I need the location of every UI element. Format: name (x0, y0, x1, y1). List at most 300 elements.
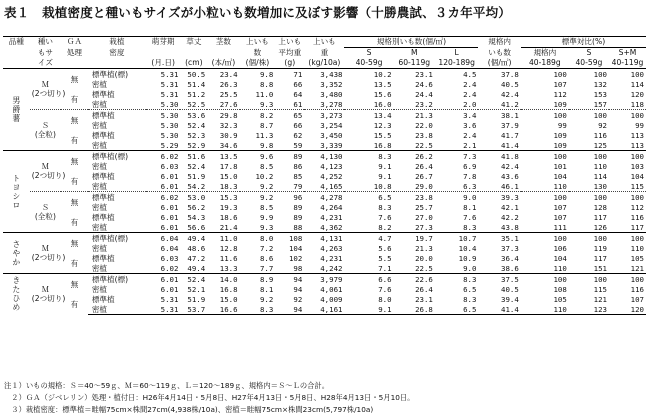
header-cell-size-counts: 規格別いも数(個/㎡) (344, 37, 478, 48)
table-row (3, 192, 646, 203)
value-cell: 86 (293, 161, 303, 171)
ga-cell: 有 (70, 217, 79, 227)
ga-cell: 有 (70, 258, 79, 268)
value-cell: 6.03 (160, 161, 179, 171)
value-cell: 116 (630, 212, 644, 222)
data-table (3, 36, 646, 315)
value-cell: 107 (553, 79, 567, 89)
value-cell: 3,438 (304, 69, 344, 80)
value-cell: 120 (609, 304, 646, 315)
table-row (3, 89, 646, 99)
value-cell: 12.8 (219, 243, 238, 253)
value-cell: 52.1 (187, 284, 206, 294)
value-cell: 4,061 (320, 284, 343, 294)
value-cell: 61 (293, 99, 303, 109)
value-cell: 5.5 (378, 253, 392, 263)
header-cell: 40-59g (569, 58, 609, 69)
value-cell: 100 (569, 233, 609, 244)
value-cell: 100 (609, 110, 646, 121)
value-cell: 4,123 (320, 161, 343, 171)
table-row (3, 304, 646, 315)
value-cell: 9.2 (259, 181, 274, 191)
value-cell: 8.3 (240, 304, 276, 315)
value-cell: 37.8 (478, 69, 520, 80)
value-cell: 7.2 (259, 243, 274, 253)
value-cell: 23.8 (394, 192, 435, 203)
value-cell: 99 (635, 120, 644, 130)
table-row (3, 222, 646, 233)
value-cell: 34.6 (219, 140, 238, 150)
value-cell: 15.3 (207, 192, 239, 203)
table-row (3, 294, 646, 304)
header-cell: 重 (320, 47, 329, 57)
value-cell: 4,165 (320, 181, 343, 191)
value-cell: 53.7 (180, 304, 207, 315)
value-cell: 49.4 (180, 233, 207, 244)
value-cell: 94 (275, 274, 304, 285)
value-cell: 109 (553, 140, 567, 150)
header-cell: (g) (275, 58, 304, 69)
header-cell: M (410, 48, 418, 57)
value-cell: 128 (593, 202, 607, 212)
header-cell: 茎数 (207, 37, 239, 48)
value-cell: 62 (293, 130, 303, 140)
value-cell: 4,231 (320, 212, 343, 222)
seed-size-label: Ｓ (41, 121, 50, 130)
value-cell: 26.3 (219, 79, 238, 89)
value-cell: 54.3 (187, 212, 206, 222)
value-cell: 4,161 (304, 304, 344, 315)
value-cell: 11.3 (255, 130, 274, 140)
value-cell: 100 (521, 192, 569, 203)
table-row (3, 110, 646, 121)
density-cell: 標準植(標) (88, 233, 146, 244)
value-cell: 5.31 (146, 69, 181, 80)
table-row (3, 79, 646, 89)
header-cell: 規格内 (533, 48, 557, 57)
density-cell: 密植 (91, 99, 107, 109)
table-row (3, 140, 646, 151)
value-cell: 5.30 (160, 120, 179, 130)
density-cell: 密植 (91, 263, 107, 273)
value-cell: 13.5 (373, 79, 392, 89)
value-cell: 5.31 (160, 294, 179, 304)
value-cell: 118 (630, 99, 644, 109)
value-cell: 48.6 (187, 243, 206, 253)
value-cell: 3,352 (320, 79, 343, 89)
header-cell: 栽植 (88, 37, 146, 48)
value-cell: 7.6 (378, 212, 392, 222)
header-cell: S (366, 48, 372, 57)
value-cell: 8.5 (259, 202, 274, 212)
table-row (3, 284, 646, 294)
value-cell: 6.5 (463, 284, 477, 294)
value-cell: 6.04 (146, 233, 181, 244)
value-cell: 5.29 (160, 140, 179, 150)
value-cell: 3,450 (320, 130, 343, 140)
value-cell: 13.4 (344, 110, 393, 121)
value-cell: 89 (293, 202, 303, 212)
table-row (3, 212, 646, 222)
value-cell: 17.8 (219, 161, 238, 171)
value-cell: 16.6 (207, 304, 239, 315)
value-cell: 108 (275, 233, 304, 244)
value-cell: 5.31 (160, 89, 179, 99)
table-row (3, 253, 646, 263)
value-cell: 100 (609, 274, 646, 285)
value-cell: 11.0 (255, 89, 274, 99)
value-cell: 123 (569, 304, 609, 315)
header-cell-ratio: 標準対比(%) (521, 37, 646, 48)
value-cell: 4,252 (320, 171, 343, 181)
value-cell: 22.0 (415, 120, 433, 130)
value-cell: 10.2 (255, 171, 274, 181)
value-cell: 115 (630, 181, 644, 191)
value-cell: 52.4 (187, 120, 206, 130)
value-cell: 64 (293, 89, 303, 99)
value-cell: 8.1 (463, 202, 477, 212)
header-cell: 処理 (66, 47, 83, 57)
value-cell: 4,231 (320, 253, 343, 263)
value-cell: 51.2 (187, 89, 206, 99)
value-cell: 104 (288, 243, 303, 253)
value-cell: 10.7 (435, 233, 479, 244)
value-cell: 116 (593, 130, 607, 140)
value-cell: 2.4 (463, 89, 477, 99)
value-cell: 36.4 (501, 253, 519, 263)
value-cell: 8.3 (435, 274, 479, 285)
value-cell: 13.5 (207, 151, 239, 162)
value-cell: 21.4 (219, 222, 238, 232)
value-cell: 52.3 (187, 130, 206, 140)
value-cell: 53.6 (180, 110, 207, 121)
value-cell: 9.9 (259, 212, 274, 222)
value-cell: 37.3 (501, 243, 519, 253)
value-cell: 89 (293, 212, 303, 222)
value-cell: 100 (521, 69, 569, 80)
value-cell: 4,362 (320, 222, 343, 232)
value-cell: 38.1 (478, 110, 520, 121)
value-cell: 7.8 (463, 171, 477, 181)
density-cell: 標準植(標) (88, 69, 146, 80)
header-cell: いも数 (488, 47, 512, 57)
density-cell: 密植 (91, 202, 107, 212)
header-cell: 種い (30, 37, 61, 48)
value-cell: 39.3 (478, 192, 520, 203)
value-cell: 100 (569, 274, 609, 285)
value-cell: 6.5 (435, 304, 479, 315)
value-cell: 121 (630, 263, 644, 273)
value-cell: 110 (553, 181, 567, 191)
table-row (3, 161, 646, 171)
value-cell: 105 (553, 294, 567, 304)
value-cell: 108 (553, 284, 567, 294)
value-cell: 3,480 (320, 89, 343, 99)
value-cell: 10.4 (458, 243, 477, 253)
density-cell: 標準植 (88, 192, 146, 203)
value-cell: 8.6 (259, 253, 274, 263)
value-cell: 3,254 (320, 120, 343, 130)
seed-size-cell (30, 69, 66, 110)
value-cell: 52.5 (187, 99, 206, 109)
value-cell: 42.1 (501, 202, 519, 212)
value-cell: 20.0 (415, 253, 433, 263)
value-cell: 27.3 (415, 222, 433, 232)
density-cell: 標準植 (91, 130, 115, 140)
value-cell: 115 (593, 284, 607, 294)
value-cell: 107 (553, 212, 567, 222)
value-cell: 110 (630, 243, 644, 253)
value-cell: 18.3 (219, 181, 238, 191)
value-cell: 116 (630, 284, 644, 294)
value-cell: 5.30 (146, 110, 181, 121)
value-cell: 11.6 (219, 253, 238, 263)
value-cell: 9.3 (259, 99, 274, 109)
value-cell: 24.4 (415, 89, 433, 99)
value-cell: 22.5 (415, 263, 433, 273)
header-cell: 40-189g (521, 58, 569, 69)
value-cell: 30.9 (219, 130, 238, 140)
density-cell: 密植 (91, 79, 107, 89)
value-cell: 6.02 (146, 192, 181, 203)
value-cell: 6.6 (344, 274, 393, 285)
header-cell: (本/㎡) (207, 58, 239, 69)
value-cell: 107 (553, 202, 567, 212)
value-cell: 102 (288, 253, 303, 263)
value-cell: 121 (593, 294, 607, 304)
ga-cell: 有 (70, 135, 79, 145)
variety-cell: きたひめ (3, 274, 30, 315)
value-cell: 14.0 (207, 274, 239, 285)
value-cell: 92 (293, 294, 303, 304)
value-cell: 79 (293, 181, 303, 191)
value-cell: 27.6 (219, 99, 238, 109)
value-cell: 99 (557, 120, 567, 130)
value-cell: 3,339 (320, 140, 343, 150)
ga-cell: 無 (61, 233, 88, 254)
value-cell: 119 (593, 243, 607, 253)
value-cell: 110 (593, 161, 607, 171)
density-cell: 標準植 (88, 110, 146, 121)
table-row (3, 99, 646, 110)
value-cell: 37.5 (478, 274, 520, 285)
header-cell: 上いも (275, 37, 304, 48)
value-cell: 41.2 (501, 99, 519, 109)
value-cell: 3,979 (304, 274, 344, 285)
value-cell: 5.6 (378, 243, 392, 253)
value-cell: 100 (521, 151, 569, 162)
value-cell: 105 (630, 253, 644, 263)
value-cell: 46.1 (501, 181, 519, 191)
value-cell: 104 (553, 253, 567, 263)
value-cell: 11.0 (207, 233, 239, 244)
value-cell: 4,263 (320, 243, 343, 253)
header-cell: (月.日) (146, 58, 181, 69)
density-cell: 密植 (88, 304, 146, 315)
value-cell: 107 (630, 294, 644, 304)
variety-cell: 男爵薯 (3, 69, 30, 151)
value-cell: 15.0 (219, 171, 238, 181)
value-cell: 94 (293, 284, 303, 294)
header-cell: 40-119g (609, 58, 646, 69)
value-cell: 9.3 (259, 222, 274, 232)
header-cell: 品種 (3, 37, 30, 48)
value-cell: 100 (609, 192, 646, 203)
ga-cell: 有 (70, 176, 79, 186)
value-cell: 100 (521, 233, 569, 244)
seed-size-label: Ｍ (41, 285, 50, 295)
value-cell: 8.3 (378, 202, 392, 212)
header-cell: (個/㎡) (478, 58, 520, 69)
value-cell: 100 (609, 151, 646, 162)
value-cell: 126 (593, 222, 607, 232)
value-cell: 8.8 (259, 79, 274, 89)
value-cell: 38.6 (501, 263, 519, 273)
value-cell: 12.3 (373, 120, 392, 130)
value-cell: 3,278 (320, 99, 343, 109)
value-cell: 41.4 (501, 140, 519, 150)
header-cell: イズ (30, 58, 61, 69)
seed-size-label: Ｓ (41, 203, 50, 212)
value-cell: 26.8 (394, 304, 435, 315)
value-cell: 8.5 (259, 161, 274, 171)
value-cell: 51.6 (180, 151, 207, 162)
value-cell: 26.2 (394, 151, 435, 162)
value-cell: 151 (593, 263, 607, 273)
value-cell: 6.04 (160, 243, 179, 253)
density-cell: 標準植(標) (88, 151, 146, 162)
header-cell: 60-119g (394, 58, 435, 69)
header-cell: もサ (37, 47, 53, 57)
value-cell: 8.2 (240, 110, 276, 121)
value-cell: 6.5 (344, 192, 393, 203)
value-cell: 6.9 (463, 161, 477, 171)
value-cell: 6.01 (160, 284, 179, 294)
value-cell: 85 (293, 171, 303, 181)
value-cell: 42.2 (501, 212, 519, 222)
header-cell: (個/株) (240, 58, 276, 69)
seed-size-note: (全粒) (34, 212, 56, 221)
footnote-2: ２）ＧＡ（ジベレリン）処理・植付日：H26年4月14日・5月8日、H27年4月13日・5月8日、H28年4月13日・5月10日。 (4, 393, 415, 402)
table-row (3, 202, 646, 212)
header-cell: 草丈 (180, 37, 207, 48)
value-cell: 26.7 (415, 171, 433, 181)
footnote-3: ３）栽植密度：標準植＝畦幅75cm×株間27cm(4,938株/10a)、密植＝畦幅75cm×株間23cm(5,797株/10a) (4, 405, 374, 414)
value-cell: 2.0 (463, 99, 477, 109)
value-cell: 120 (630, 89, 644, 99)
value-cell: 2.4 (463, 130, 477, 140)
value-cell: 16.8 (373, 140, 392, 150)
value-cell: 9.6 (240, 151, 276, 162)
value-cell: 3.4 (435, 110, 479, 121)
density-cell: 密植 (91, 222, 107, 232)
value-cell: 103 (630, 161, 644, 171)
value-cell: 10.2 (344, 69, 393, 80)
value-cell: 29.0 (415, 181, 433, 191)
value-cell: 9.2 (259, 294, 274, 304)
value-cell: 100 (569, 151, 609, 162)
density-cell: 密植 (91, 140, 107, 150)
value-cell: 66 (293, 79, 303, 89)
header-cell: 40-59g (344, 58, 393, 69)
ga-cell: 無 (61, 69, 88, 90)
value-cell: 25.7 (415, 202, 433, 212)
value-cell: 6.01 (160, 202, 179, 212)
value-cell: 26.4 (415, 284, 433, 294)
value-cell: 6.01 (160, 222, 179, 232)
value-cell: 66 (293, 120, 303, 130)
value-cell: 8.3 (463, 222, 477, 232)
density-cell: 密植 (91, 284, 107, 294)
value-cell: 40.5 (501, 284, 519, 294)
value-cell: 113 (630, 140, 644, 150)
table-header (3, 37, 646, 69)
value-cell: 2.1 (463, 140, 477, 150)
footnote-1: 注１）いもの規格：Ｓ＝40～59ｇ、Ｍ＝60～119ｇ、Ｌ＝120～189ｇ、規格内＝Ｓ～Ｌの合計。 (4, 381, 330, 390)
value-cell: 9.1 (378, 161, 392, 171)
ga-cell: 有 (70, 299, 79, 309)
value-cell: 18.6 (219, 212, 238, 222)
value-cell: 59 (293, 140, 303, 150)
value-cell: 106 (553, 243, 567, 253)
value-cell: 101 (553, 161, 567, 171)
table-row (3, 120, 646, 130)
value-cell: 4,242 (320, 263, 343, 273)
value-cell: 7.3 (435, 151, 479, 162)
value-cell: 4,130 (304, 151, 344, 162)
value-cell: 6.3 (463, 181, 477, 191)
seed-size-note: (2つ切り) (31, 253, 66, 262)
value-cell: 35.1 (478, 233, 520, 244)
value-cell: 157 (593, 99, 607, 109)
header-cell: 上いも (240, 37, 276, 48)
value-cell: 6.01 (160, 212, 179, 222)
value-cell: 8.0 (378, 294, 392, 304)
header-cell: L (454, 48, 459, 57)
value-cell: 9.0 (435, 192, 479, 203)
table-body (3, 69, 646, 315)
value-cell: 53.0 (180, 192, 207, 203)
value-cell: 27.0 (415, 212, 433, 222)
value-cell: 3.6 (463, 120, 477, 130)
value-cell: 4.7 (344, 233, 393, 244)
value-cell: 104 (553, 171, 567, 181)
table-row (3, 233, 646, 244)
value-cell: 10.8 (373, 181, 392, 191)
value-cell: 5.31 (146, 304, 181, 315)
seed-size-note: (2つ切り) (31, 171, 66, 180)
header-cell: S+M (618, 48, 637, 57)
value-cell: 114 (593, 171, 607, 181)
value-cell: 117 (630, 222, 644, 232)
value-cell: 16.8 (219, 284, 238, 294)
value-cell: 6.02 (160, 263, 179, 273)
value-cell: 7.1 (378, 263, 392, 273)
value-cell: 23.1 (394, 69, 435, 80)
seed-size-label: Ｍ (41, 80, 50, 89)
value-cell: 22.5 (415, 140, 433, 150)
value-cell: 9.2 (240, 192, 276, 203)
value-cell: 100 (609, 69, 646, 80)
value-cell: 49.4 (187, 263, 206, 273)
value-cell: 15.0 (219, 294, 238, 304)
value-cell: 13.3 (219, 263, 238, 273)
value-cell: 4,264 (320, 202, 343, 212)
header-cell: (cm) (180, 58, 207, 69)
value-cell: 9.0 (463, 263, 477, 273)
value-cell: 10.9 (458, 253, 477, 263)
density-cell: 密植 (91, 120, 107, 130)
